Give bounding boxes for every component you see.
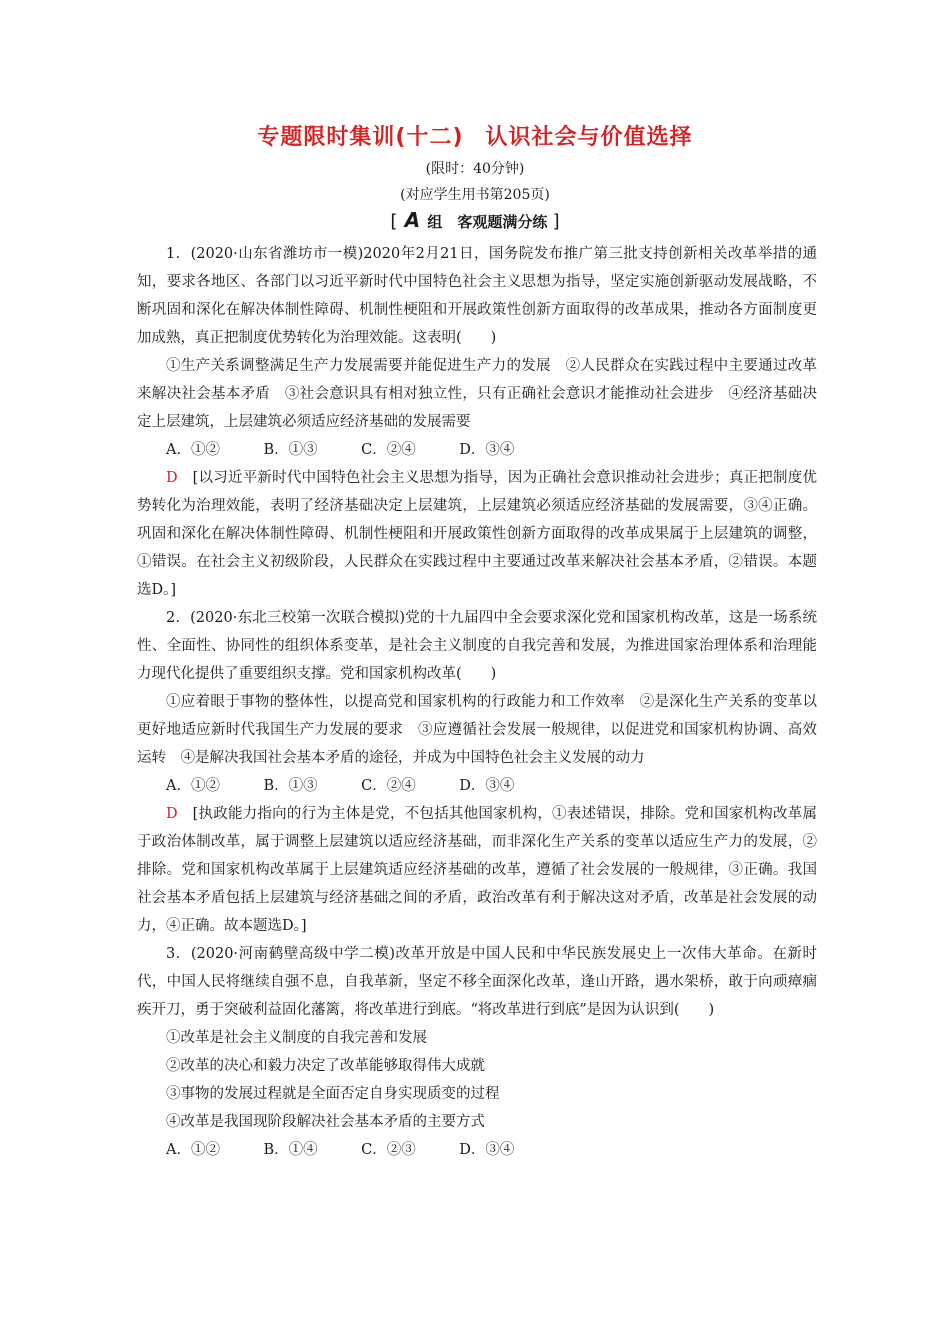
question-1-explanation-text: [以习近平新时代中国特色社会主义思想为指导，因为正确社会意识推动社会进步；真正把制度优势转化为治理效能，表明了经济基础决定上层建筑，上层建筑必须适应经济基础的发展需要，③④正确。巩固和深化在解决体制性障碍、机制性梗阻和开展政策性创新方面取得的改革成果属于上层建筑的调整，①错误。在社会主义初级阶段，人民群众在实践过程中主要通过改革来解决社会基本矛盾，②错误。本题选D。] (137, 470, 817, 598)
question-3-statement-4: ④改革是我国现阶段解决社会基本矛盾的主要方式 (166, 1114, 485, 1130)
question-2-answer: D (166, 806, 178, 822)
question-3-statement-2: ②改革的决心和毅力决定了改革能够取得伟大成就 (166, 1058, 485, 1074)
question-1-stem: 1．(2020·山东省潍坊市一模)2020年2月21日，国务院发布推广第三批支持创新相关改革举措的通知，要求各地区、各部门以习近平新时代中国特色社会主义思想为指导，坚定实施创新驱动发展战略，不断巩固和深化在解决体制性障碍、机制性梗阻和开展政策性创新方面取得的改革成果，推动各方面制度更加成熟，真正把制度优势转化为治理效能。这表明( ) (137, 246, 817, 346)
group-label: 组 客观题满分练 (427, 213, 548, 231)
time-limit: (限时：40分钟) (425, 161, 525, 177)
question-2-explanation-text: [执政能力指向的行为主体是党，不包括其他国家机构，①表述错误，排除。党和国家机构改革属于政治体制改革，属于调整上层建筑以适应经济基础，而非深化生产关系的变革以适应生产力的发展，②排除。党和国家机构改革属于上层建筑适应经济基础的改革，遵循了社会发展的一般规律，③正确。我国社会基本矛盾包括上层建筑与经济基础之间的矛盾，政治改革有利于解决这对矛盾，改革是社会发展的动力，④正确。故本题选D。] (137, 806, 817, 934)
page-title (0, 120, 950, 151)
title-topic: 认识社会与价值选择 (485, 125, 693, 150)
question-3-stem: 3．(2020·河南鹤壁高级中学二模)改革开放是中国人民和中华民族发展史上一次伟大革命。在新时代，中国人民将继续自强不息，自我革新，坚定不移全面深化改革，逢山开路，遇水架桥，敢于向顽瘴痼疾开刀，勇于突破利益固化藩篱，将改革进行到底。“将改革进行到底”是因为认识到( ) (137, 946, 817, 1018)
left-bracket: [ (390, 211, 398, 232)
title-main: 专题限时集训(十二) (257, 125, 464, 150)
question-1-explanation (137, 464, 817, 604)
question-3-statement-1: ①改革是社会主义制度的自我完善和发展 (166, 1030, 427, 1046)
question-2-options: A．①② B．①③ C．②④ D．③④ (166, 778, 515, 794)
question-1-answer: D (166, 470, 178, 486)
group-heading (0, 208, 950, 232)
question-3-options: A．①② B．①④ C．②③ D．③④ (166, 1142, 515, 1158)
right-bracket: ] (552, 211, 560, 232)
questions-body (137, 240, 817, 1164)
group-letter: A (404, 208, 421, 232)
question-3-statement-3: ③事物的发展过程就是全面否定自身实现质变的过程 (166, 1086, 500, 1102)
question-1-statements: ①生产关系调整满足生产力发展需要并能促进生产力的发展 ②人民群众在实践过程中主要通过改革来解决社会基本矛盾 ③社会意识具有相对独立性，只有正确社会意识才能推动社会进步 ④经济基础决定上层建筑，上层建筑必须适应经济基础的发展需要 (137, 358, 817, 430)
book-reference: (对应学生用书第205页) (400, 187, 550, 203)
question-2-statements: ①应着眼于事物的整体性，以提高党和国家机构的行政能力和工作效率 ②是深化生产关系的变革以更好地适应新时代我国生产力发展的要求 ③应遵循社会发展一般规律，以促进党和国家机构协调、高效运转 ④是解决我国社会基本矛盾的途径，并成为中国特色社会主义发展的动力 (137, 694, 817, 766)
question-2-explanation (137, 800, 817, 940)
question-1-options: A．①② B．①③ C．②④ D．③④ (166, 442, 515, 458)
question-2-stem: 2．(2020·东北三校第一次联合模拟)党的十九届四中全会要求深化党和国家机构改革，这是一场系统性、全面性、协同性的组织体系变革，是社会主义制度的自我完善和发展，为推进国家治理体系和治理能力现代化提供了重要组织支撑。党和国家机构改革( ) (137, 610, 817, 682)
